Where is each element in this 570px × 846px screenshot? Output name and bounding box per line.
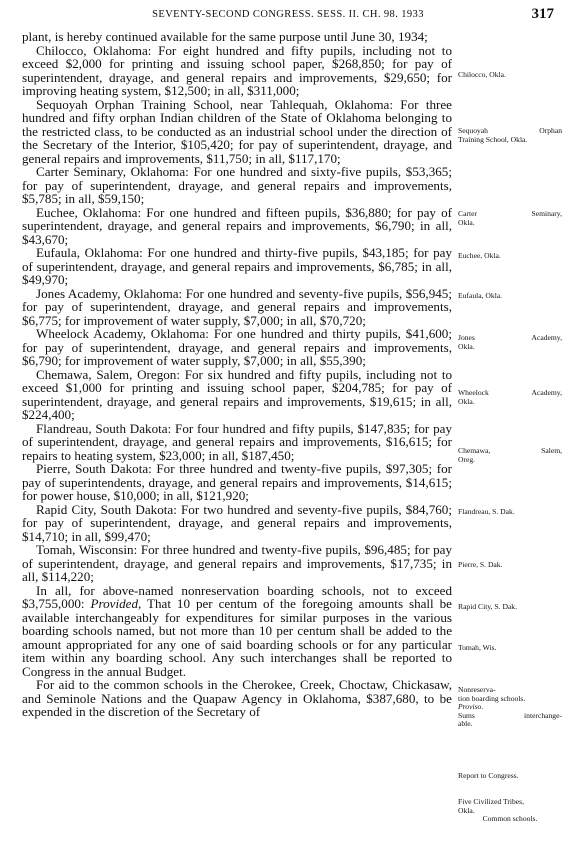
side-note-report-to-congress: [458, 772, 562, 781]
paragraph-flandreau: Flandreau, South Dakota: For four hundred and fifty pupils, $147,835; for pay of superintendent, drayage, and general repairs and improvements, $16,615; for repairs to heating system, $23,000; in all, $187,450;: [22, 420, 452, 463]
side-note-line: Pierre, S. Dak.: [458, 560, 503, 569]
paragraph-common-schools: For aid to the common schools in the Cherokee, Creek, Choctaw, Chickasaw, and Seminole Nations and the Quapaw Agency in Oklahoma, $387,680, to be expended in the discretion of the Secretary of: [22, 677, 452, 719]
side-note-line: Flandreau, S. Dak.: [458, 507, 515, 516]
side-note-line: Eufaula, Okla.: [458, 291, 503, 300]
side-note-line: Chemawa, Salem,: [458, 446, 562, 455]
side-note-line: Jones Academy,: [458, 333, 562, 342]
side-note-line: Sums interchange-: [458, 710, 562, 720]
side-note-line: Wheelock Academy,: [458, 388, 562, 397]
main-text: [22, 30, 452, 719]
side-note-line: Okla.: [458, 341, 475, 351]
side-note-line: Sequoyah Orphan: [458, 126, 562, 135]
margin-notes: [458, 30, 562, 846]
side-note-eufaula: [458, 292, 562, 301]
side-note-chilocco: [458, 71, 562, 80]
side-note-line: Common schools.: [482, 814, 538, 824]
side-note-chemawa: [458, 447, 562, 464]
side-note-line: Tomah, Wis.: [458, 643, 497, 652]
paragraph-nonreservation-total: In all, for above-named nonreservation boarding schools, not to exceed $3,755,000: Provided, That 10 per centum of the foregoing amounts shall be available interchangeably for expenditures for similar purposes in the various boarding schools named, but not more than 10 per centum shall be added to the amount appropriated for any one of said boarding schools or for any particular item within any boarding school. Any such interchanges shall be reported to Congress in the annual Budget.: [22, 582, 452, 679]
side-note-wheelock-academy: [458, 389, 562, 406]
side-note-nonreservation: [458, 686, 562, 729]
side-note-line: Euchee, Okla.: [458, 251, 501, 260]
side-note-line: Okla.: [458, 805, 475, 815]
paragraph-chemawa: Chemawa, Salem, Oregon: For six hundred and fifty pupils, including not to exceed $1,000 for printing and issuing school paper, $204,785; for pay of superintendent, drayage, and general repairs and improvements, $19,615; in all, $224,400;: [22, 366, 452, 422]
side-note-line: Report to Congress.: [458, 771, 519, 780]
side-note-line: able.: [458, 719, 473, 729]
running-header: [22, 6, 554, 26]
paragraph-euchee: Euchee, Oklahoma: For one hundred and fifteen pupils, $36,880; for pay of superintendent, drayage, and general repairs and improvements, $6,790; in all, $43,670;: [22, 204, 452, 247]
side-note-line: Okla.: [458, 396, 475, 406]
side-note-carter-seminary: [458, 210, 562, 227]
side-note-line: Training School, Okla.: [458, 134, 528, 144]
side-note-five-civilized-tribes: [458, 798, 562, 824]
paragraph-jones-academy: Jones Academy, Oklahoma: For one hundred and seventy-five pupils, $56,945; for pay of superintendent, drayage, and general repairs and improvements, $6,775; for improvement of water supply, $7,000; in all, $70,720;: [22, 285, 452, 328]
paragraph-sequoyah: Sequoyah Orphan Training School, near Tahlequah, Oklahoma: For three hundred and fifty orphan Indian children of the State of Oklahoma belonging to the restricted class, to be conducted as an industrial school under the direction of the Secretary of the Interior, $105,420; for pay of superintendent, drayage, and general repairs and improvements, $11,750; in all, $117,170;: [22, 96, 452, 166]
side-note-line: Okla.: [458, 217, 475, 227]
page-number: 317: [531, 6, 554, 22]
paragraph-rapid-city: Rapid City, South Dakota: For two hundred and seventy-five pupils, $84,760; for pay of superintendent, drayage, and general repairs and improvements, $14,710; in all, $99,470;: [22, 501, 452, 544]
side-note-line: Chilocco, Okla.: [458, 70, 506, 79]
side-note-line: Carter Seminary,: [458, 209, 562, 218]
proviso-word: Provided: [90, 596, 139, 611]
side-note-sequoyah: [458, 127, 562, 144]
paragraph-pierre: Pierre, South Dakota: For three hundred and twenty-five pupils, $97,305; for pay of superintendents, drayage, and general repairs and improvements, $14,615; for power house, $10,000; in all, $121,920;: [22, 461, 452, 503]
running-title: SEVENTY-SECOND CONGRESS. SESS. II. CH. 98. 1933: [152, 9, 424, 20]
side-note-line: Rapid City, S. Dak.: [458, 602, 517, 611]
side-note-jones-academy: [458, 334, 562, 351]
paragraph-wheelock-academy: Wheelock Academy, Oklahoma: For one hundred and thirty pupils, $41,600; for pay of superintendent, drayage, and general repairs and improvements, $6,790; for improvement of water supply, $7,000; in all, $55,390;: [22, 326, 452, 368]
paragraph-carter-seminary: Carter Seminary, Oklahoma: For one hundred and sixty-five pupils, $53,365; for pay of superintendent, drayage, and general repairs and improvements, $5,785; in all, $59,150;: [22, 164, 452, 206]
side-note-euchee: [458, 252, 562, 261]
side-note-pierre: [458, 561, 562, 570]
side-note-line: Oreg.: [458, 454, 476, 464]
side-note-line: tion boarding schools.: [458, 693, 526, 703]
side-note-tomah: [458, 644, 562, 653]
side-note-line: Nonreserva-: [458, 685, 496, 694]
side-note-line: Five Civilized Tribes,: [458, 797, 525, 806]
paragraph-chilocco: Chilocco, Oklahoma: For eight hundred and fifty pupils, including not to exceed $2,000 for printing and issuing school paper, $268,850; for pay of superintendent, drayage, and general repairs and improvements, $29,650; for improving heating system, $12,500; in all, $311,000;: [22, 42, 452, 98]
paragraph-continuation: plant, is hereby continued available for the same purpose until June 30, 1934;: [22, 29, 428, 44]
side-note-rapid-city: [458, 603, 562, 612]
paragraph-eufaula: Eufaula, Oklahoma: For one hundred and thirty-five pupils, $43,185; for pay of superintendent, drayage, and general repairs and improvements, $6,785; in all, $49,970;: [22, 245, 452, 287]
paragraph-tomah: Tomah, Wisconsin: For three hundred and twenty-five pupils, $96,485; for pay of superintendent, drayage, and general repairs and improvements, $17,735; in all, $114,220;: [22, 542, 452, 584]
side-note-proviso: Proviso.: [458, 702, 484, 712]
side-note-flandreau: [458, 508, 562, 517]
